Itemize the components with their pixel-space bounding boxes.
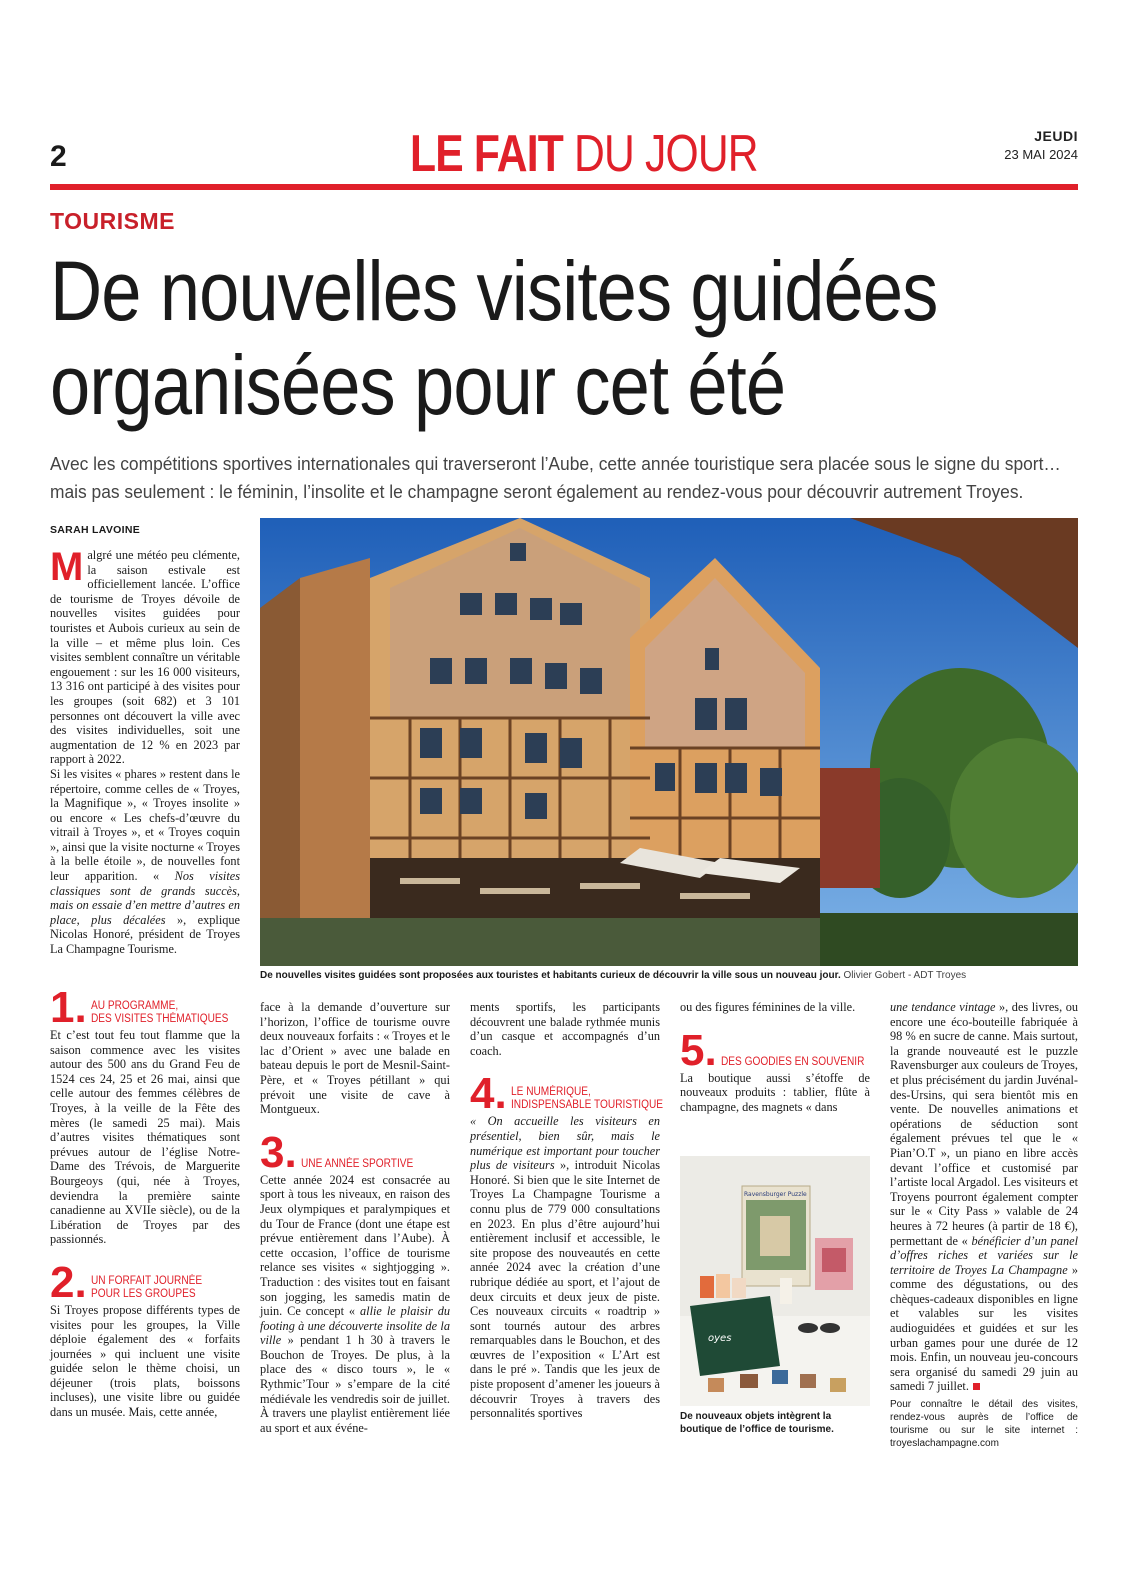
section-2-text: Si Troyes propose différents types de visites pour les groupes, la Ville déploie également des « forfaits journées » qui incluent une visite guidée selon le thème choisi, un déjeuner (trois plats, boissons incluses), une visite libre ou guidée dans un musée. Mais, cette année, [50, 1302, 240, 1420]
column-2 [260, 1000, 450, 1435]
column-5-text-b: » comme des dégustations, ou des chèques-cadeaux disponibles en ligne et valables sur les visites audioguidées et guidées et sur les urban games pour une durée de 12 mois. Enfin, un nouveau jeu-concours sera organisé du samedi 29 juin au samedi 7 juillet. [890, 1262, 1078, 1394]
footnote: Pour connaître le détail des visites, rendez-vous auprès de l’office de tourisme ou sur le site internet : troyeslachampagne.com [890, 1399, 1078, 1450]
headline [50, 244, 1090, 432]
column-5-text-a: », des livres, ou encore une éco-bouteille fabriquée à 98 % en sucre de canne. Mais surtout, la grande nouveauté est le puzzle Ravensburger aux couleurs de Troyes, et plus précisément du jardin Juvénal-des-Ursins, qui sera bientôt mis en vente. De nouvelles animations et opérations de séduction sont également prévues tel que le « Pian’O.T », un piano en libre accès devant l’office et customisé par l’artiste local Argadol. Les visiteurs et Troyens pourront également compter sur le « City Pass » valable de 24 heures à 72 heures (à partir de 18 €), permettant de « [890, 1000, 1078, 1248]
section-5-number: 5. [680, 1025, 717, 1075]
section-1-title-2: DES VISITES THÉMATIQUES [90, 1013, 229, 1025]
column-5-text [890, 1000, 1078, 1394]
section-4-title-1: LE NUMÉRIQUE, [510, 1086, 591, 1099]
section-4-number: 4. [470, 1069, 507, 1119]
section-4-title-2: INDISPENSABLE TOURISTIQUE [510, 1099, 663, 1112]
end-mark [973, 1383, 980, 1390]
banner-light: DU JOUR [562, 125, 758, 183]
banner-bold: LE FAIT [410, 125, 563, 183]
column-2-top-text: face à la demande d’ouverture sur l’horizon, l’office de tourisme ouvre deux nouveaux forfaits : « Troyes et le lac d’Orient » avec une balade en bateau depuis le port de Mesnil-Saint-Père, et « Troyes pétillant » qui prévoit une visite de cave à Montgueux. [260, 1000, 450, 1117]
section-3-text-b: » pendant 1 h 30 à travers le Bouchon de Troyes. De plus, à la place des « disco tours », le « Rythmic’Tour » s’empare de la cité médiévale les vendredis soir de juillet. À travers une playlist entièrement liée au sport et aux événe- [260, 1333, 450, 1435]
standfirst-line-1: Avec les compétitions sportives internationales qui traverseront l’Aube, cette année touristique sera placée sous le signe du sport… [50, 453, 1061, 474]
section-3-number: 3. [260, 1127, 297, 1177]
section-1-title-1: AU PROGRAMME, [90, 1000, 178, 1012]
section-5-text: La boutique aussi s’étoffe de nouveaux produits : tablier, flûte à champagne, des magnets « dans [680, 1070, 870, 1114]
section-3-head [260, 1127, 450, 1177]
column-4-top-text: ou des figures féminines de la ville. [680, 1000, 856, 1014]
section-5-title: DES GOODIES EN SOUVENIR [720, 1055, 865, 1068]
intro-paragraph-1 [50, 545, 240, 767]
goodies-caption: De nouveaux objets intègrent la boutique de l’office de tourisme. [680, 1411, 834, 1435]
section-4-quote: « On accueille les visiteurs en présentiel, bien sûr, mais le numérique est important pour toucher plus de visiteurs [470, 1114, 660, 1173]
issue-date-text: 23 MAI 2024 [1004, 147, 1078, 162]
standfirst-line-2: mais pas seulement : le féminin, l’insolite et le champagne seront également au rendez-vous pour découvrir autrement Troyes. [50, 481, 1024, 502]
issue-date [1004, 128, 1078, 162]
photo-caption-text: De nouvelles visites guidées sont proposées aux touristes et habitants curieux de découvrir la ville sous un nouveau jour. [260, 970, 841, 981]
column-5-quote-2: bénéficier d’un panel d’offres riches et variées sur le territoire de Troyes La Champagne [890, 1233, 1078, 1277]
section-3-title: UNE ANNÉE SPORTIVE [300, 1157, 413, 1170]
column-3 [470, 1000, 663, 1421]
headline-line-2: organisées pour cet été [50, 338, 786, 432]
section-1-number: 1. [50, 983, 87, 1032]
photo-credit: Olivier Gobert - ADT Troyes [840, 970, 967, 981]
drop-cap: M [50, 545, 84, 589]
headline-line-1: De nouvelles visites guidées [50, 244, 938, 338]
svg-text:oyes: oyes [708, 1333, 732, 1344]
section-4-text [470, 1114, 660, 1420]
intro-column [50, 545, 240, 957]
section-1-head [50, 983, 240, 1032]
intro-text-2a: Si les visites « phares » restent dans le répertoire, comme celles de « Troyes, la Magnifique », « Troyes insolite » ou encore « Les chefs-d’œuvre du vitrail à Troyes », et « Troyes coquin », ainsi que la visite nocturne « Troyes à la belle étoile », de nouvelles font leur apparition. « [50, 766, 240, 884]
section-2-title-2: POUR LES GROUPES [90, 1287, 196, 1300]
section-1-text: Et c’est tout feu tout flamme que la saison commence avec les visites autour des 500 ans du Grand Feu de 1524 ces 24, 25 et 26 mai, ainsi que celle autour des femmes célèbres de Troyes, à la veille de la Fête des mères (le samedi 25 mai). Mais d’autres visites thématiques sont prévues autour de l’église Notre-Dame des Trévois, de Marguerite Bourgeoys (qui, née à Troyes, deviendra la première sainte canadienne au XVIIe siècle), ou de la Libération de Troyes par des passionnés. [50, 1028, 240, 1247]
section-3-text-a: Cette année 2024 est consacrée au sport à tous les niveaux, en raison des Jeux olympiques et paralympiques et du Tour de France (dont une étape est prévue entièrement dans l’Aube). À cette occasion, l’office de tourisme relance ses visites « sightjogging ». Traduction : des visites tout en faisant son jogging, les samedis matin de juin. Ce concept « [260, 1172, 450, 1319]
column-4 [680, 1000, 870, 1114]
section-3-quote: allie le plaisir du footing à une découverte insolite de la ville [260, 1304, 451, 1348]
half-timbered-houses-photo [260, 518, 1078, 966]
intro-text-2b: », explique Nicolas Honoré, président de Troyes La Champagne Tourisme. [50, 912, 240, 957]
section-5-head [680, 1025, 870, 1075]
column-5-quote: une tendance vintage [890, 1000, 996, 1014]
intro-paragraph-2 [50, 767, 240, 957]
page-number: 2 [50, 140, 67, 173]
intro-quote: Nos visites classiques sont de grands succès, mais on essaie d’en mettre d’autres en place, plus décalées [50, 869, 240, 927]
header-rule [50, 184, 1078, 190]
puzzle-brand: Ravensburger Puzzle [744, 1191, 807, 1198]
column-3-top-text: ments sportifs, les participants découvrent une balade rythmée munis d’un casque et accompagnés d’un coach. [470, 1000, 660, 1058]
standfirst [50, 450, 1090, 506]
section-4-head [470, 1069, 663, 1119]
section-2-title-1: UN FORFAIT JOURNÉE [90, 1274, 202, 1287]
photo-caption [260, 970, 1078, 981]
intro-text-1: algré une météo peu clémente, la saison estivale est officiellement lancée. L’office de tourisme de Troyes dévoile de nouvelles visites guidées pour touristes et Aubois curieux au sein de la ville – et même plus loin. Ces visites semblent connaître un véritable engouement : sur les 16 000 visiteurs, 13 316 ont participé à des visites pour les groupes (soit 682) et 3 101 personnes ont découvert la ville avec des visites individuelles, soit une augmentation de 12 % en 2023 par rapport à 2022. [50, 548, 240, 767]
byline: SARAH LAVOINE [50, 524, 141, 536]
column-5 [890, 1000, 1078, 1450]
column-1 [50, 983, 240, 1420]
section-2-number: 2. [50, 1257, 87, 1307]
issue-day: JEUDI [1034, 128, 1078, 144]
section-banner [410, 124, 758, 184]
section-3-text [260, 1173, 450, 1436]
section-4-text-a: », introduit Nicolas Honoré. Si bien que le site Internet de Troyes La Champagne Tourisme a connu plus de 779 000 consultations en 2023. En plus d’être aujourd’hui entièrement inclusif et accessible, le site propose des nouveautés en cette année 2024 avec la création d’une rubrique dédiée au sport, et l’ajout de deux circuits et deux jeux de piste. Ces nouveaux circuits « roadtrip » sont tournés autour des arbres remarquables dans le Bouchon, et des œuvres de l’exposition « L’Art est dans le pré ». Tandis que les jeux de piste proposent d’amener les joueurs à découvrir Troyes à travers des personnalités sportives [470, 1158, 660, 1421]
rubric: TOURISME [50, 208, 175, 234]
section-2-head [50, 1257, 240, 1307]
boutique-goodies-photo [680, 1156, 870, 1406]
